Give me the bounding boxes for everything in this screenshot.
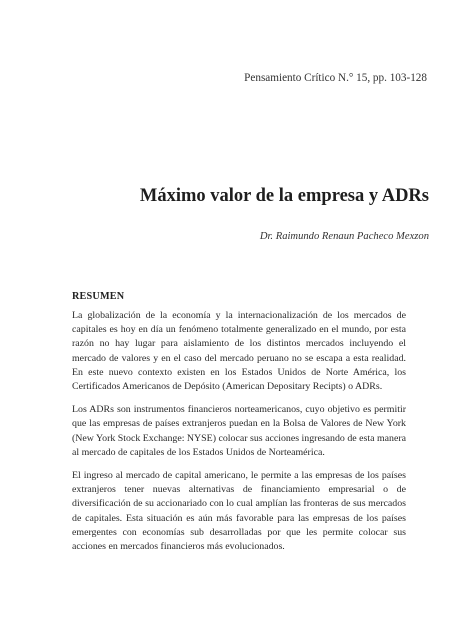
article-title: Máximo valor de la empresa y ADRs [139, 186, 429, 206]
abstract-heading: RESUMEN [72, 291, 125, 302]
abstract-paragraph-2: Los ADRs son instrumentos financieros norteamericanos, cuyo objetivo es permitir que las empresas de países extranjeros puedan en la Bolsa de Valores de New York (New York Stock Exchange: NYSE) colocar sus acciones ingresando de esta manera al mercado de capitales de los Estados Unidos de Norteamérica. [72, 404, 407, 458]
abstract-paragraph-3: El ingreso al mercado de capital americano, le permite a las empresas de los países extranjeros tener nuevas alternativas de financiamiento empresarial o de diversificación de su accionariado con lo cual amplían las fronteras de sus mercados de capitales. Esta situación es aún más favorable para las empresas de los países emergentes con economías sub desarrolladas por que les permite colocar sus acciones en mercados financieros más evolucionados. [72, 470, 406, 553]
abstract-body [72, 309, 406, 563]
journal-reference: Pensamiento Crítico N.° 15, pp. 103-128 [244, 72, 427, 84]
article-author: Dr. Raimundo Renaun Pacheco Mexzon [259, 231, 429, 242]
abstract-paragraph-1: La globalización de la economía y la internacionalización de los mercados de capitales es hoy en día un fenómeno totalmente generalizado en el mundo, por esta razón no hay lugar para aislamiento de los distintos mercados incluyendo el mercado de valores y en el caso del mercado peruano no se escapa a esta realidad. En este nuevo contexto existen en los Estados Unidos de Norte América, los Certificados Americanos de Depósito (American Depositary Recipts) o ADRs. [72, 310, 406, 393]
